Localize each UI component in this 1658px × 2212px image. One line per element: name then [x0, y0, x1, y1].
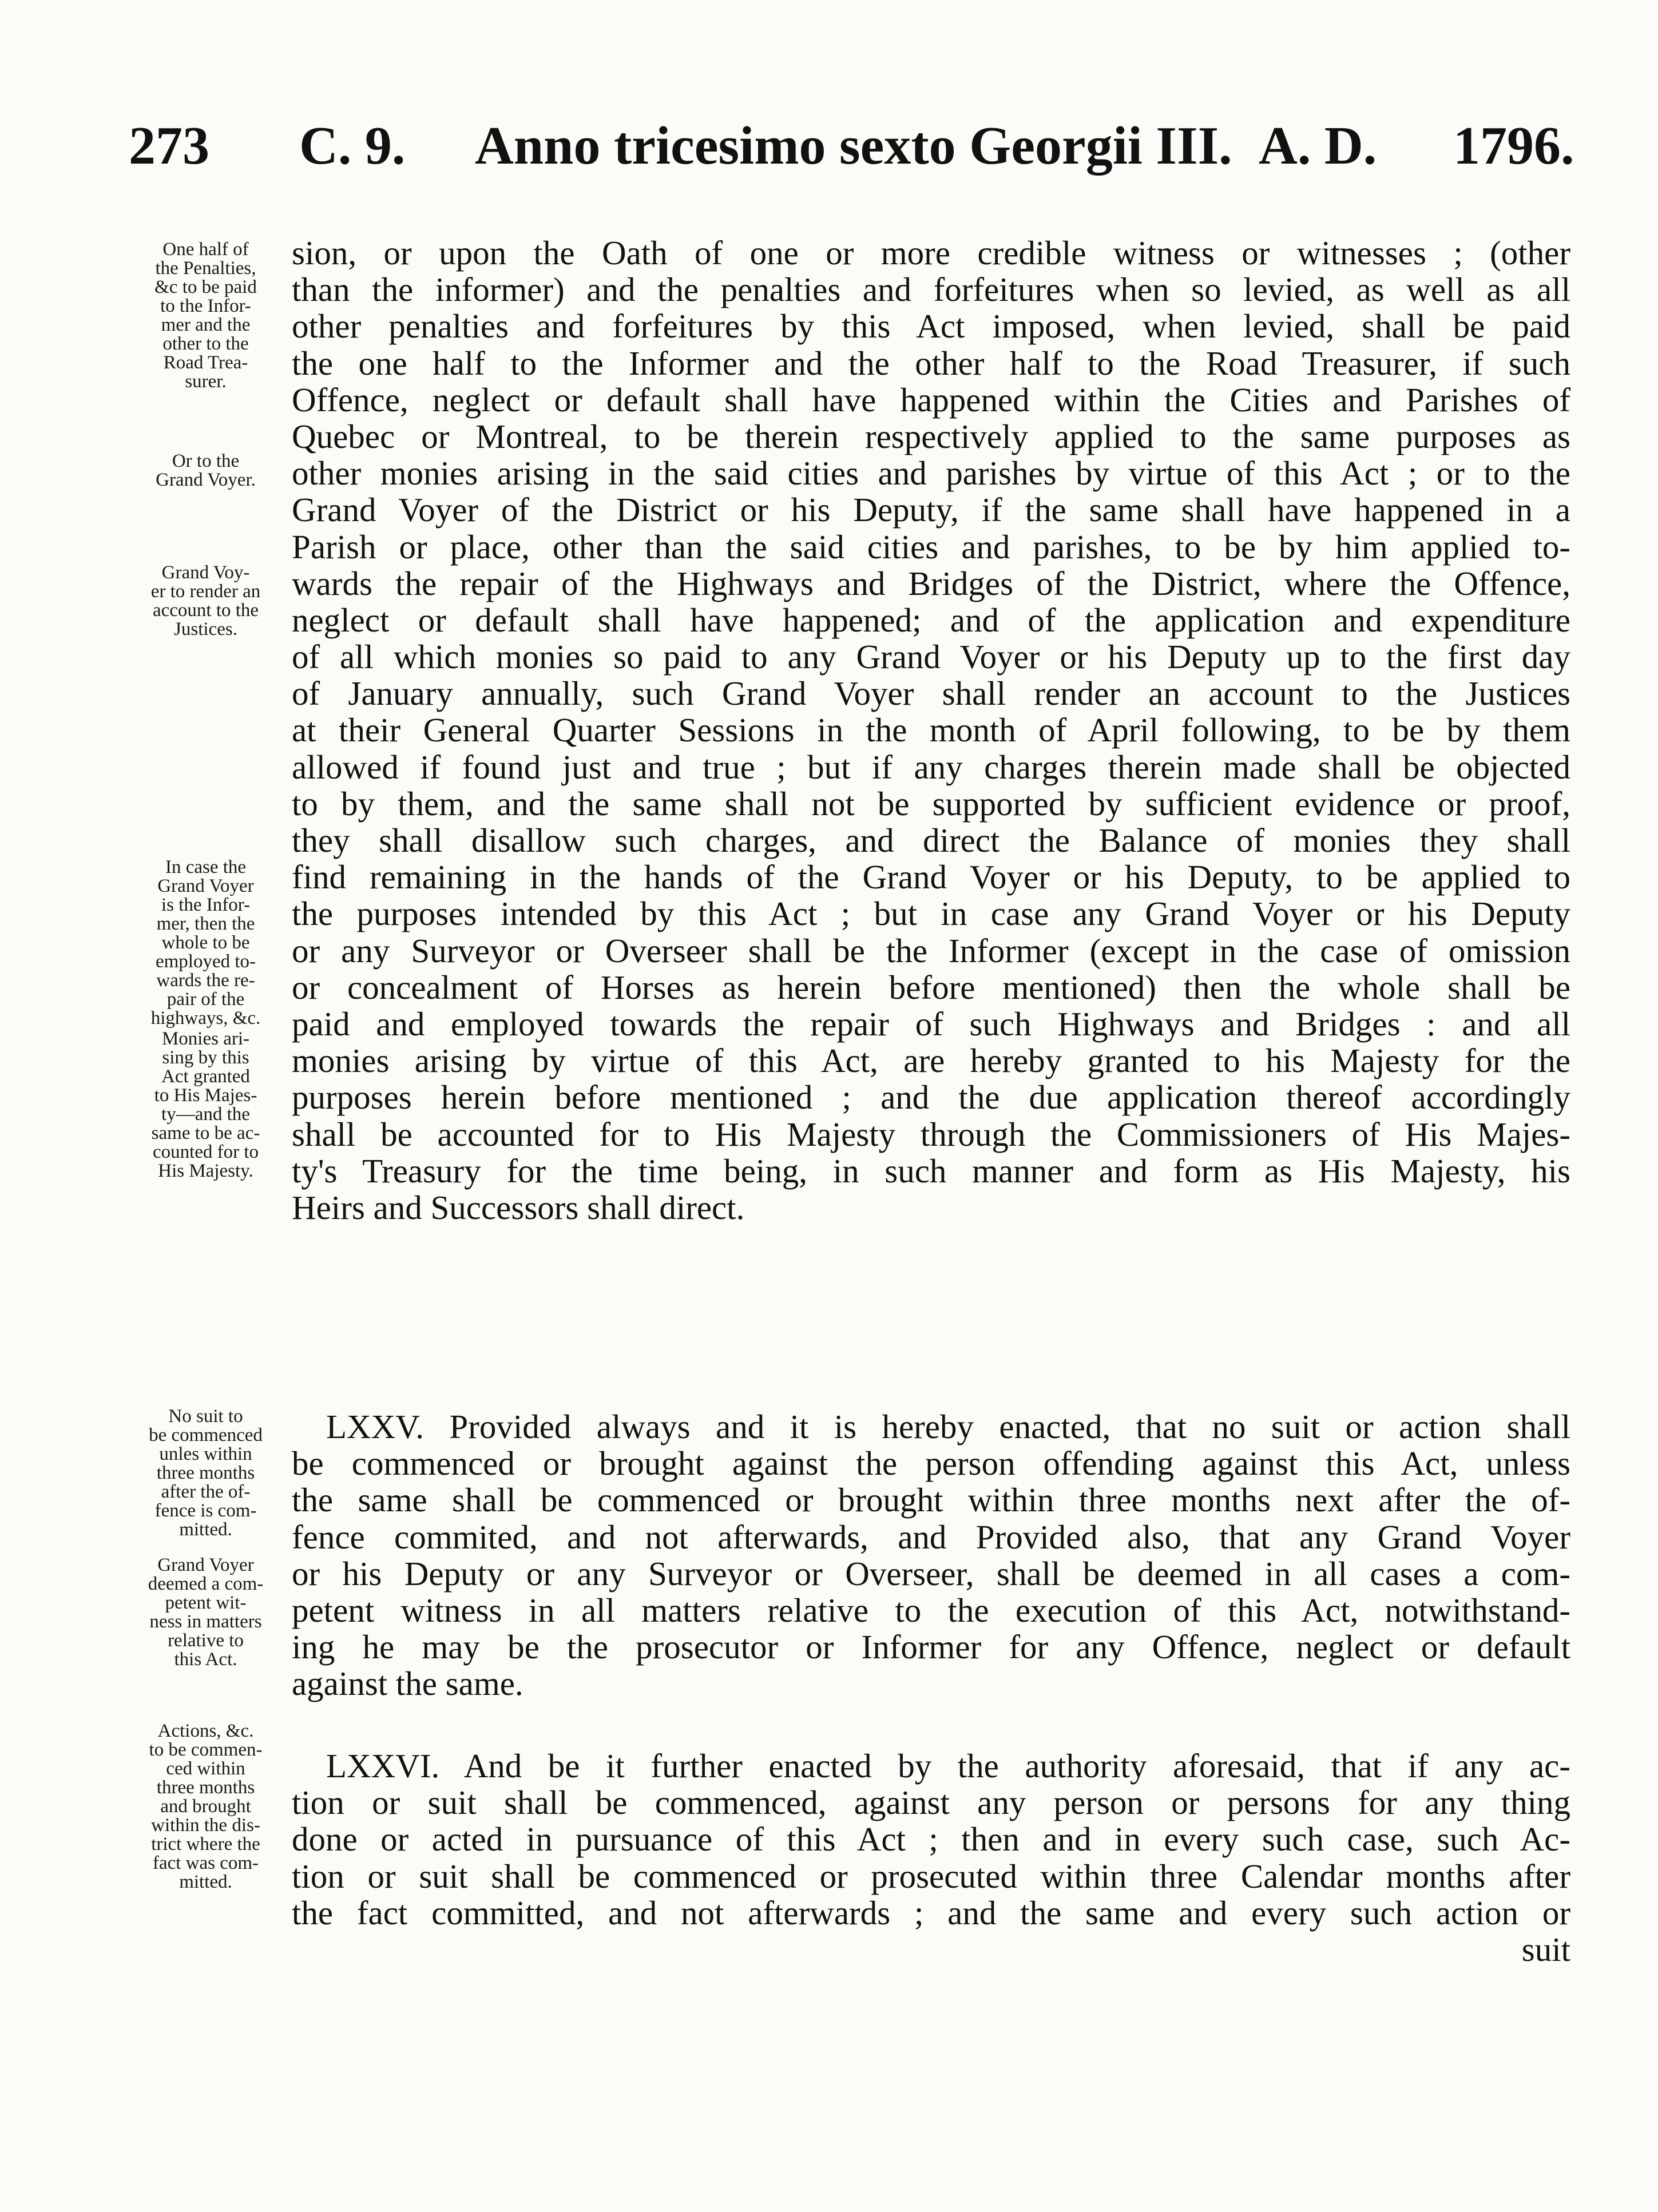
section-lxxv	[292, 1408, 1570, 1702]
text-line: monies arising by virtue of this Act, are hereby granted to his Majesty for the	[292, 1042, 1570, 1080]
text-line: fence commited, and not afterwards, and Provided also, that any Grand Voyer	[292, 1518, 1570, 1556]
text-line: purposes herein before mentioned ; and the due application thereof accordingly	[292, 1078, 1570, 1117]
text-line: sion, or upon the Oath of one or more credible witness or witnesses ; (other	[292, 234, 1570, 272]
section-heading-line: LXXVI. And be it further enacted by the authority aforesaid, that if any ac-	[326, 1747, 1570, 1785]
body-paragraph-continued	[292, 235, 1570, 1226]
text-line: find remaining in the hands of the Grand Voyer or his Deputy, to be applied to	[292, 858, 1570, 896]
text-line: the fact committed, and not afterwards ; and the same and every such action or	[292, 1893, 1570, 1932]
text-line: of all which monies so paid to any Grand Voyer or his Deputy up to the first day	[292, 638, 1570, 676]
text-line: at their General Quarter Sessions in the month of April following, to be by them	[292, 711, 1570, 749]
page-number: 273	[129, 116, 209, 176]
text-line: allowed if found just and true ; but if any charges therein made shall be objected	[292, 748, 1570, 786]
year: 1796.	[1453, 116, 1574, 176]
text-line: ing he may be the prosecutor or Informer for any Offence, neglect or default	[292, 1628, 1570, 1666]
text-line: tion or suit shall be commenced or prosecuted within three Calendar months after	[292, 1857, 1570, 1895]
margin-note-competent-witness: Grand Voyer deemed a com- petent wit- ness in matters relative to this Act.	[148, 1555, 264, 1670]
text-line: than the informer) and the penalties and forfeitures when so levied, as well as all	[292, 271, 1570, 309]
page-header	[129, 112, 1582, 180]
text-line: or concealment of Horses as herein before mentioned) then the whole shall be	[292, 968, 1570, 1006]
text-line: to by them, and the same shall not be supported by sufficient evidence or proof,	[292, 784, 1570, 823]
text-line: paid and employed towards the repair of such Highways and Bridges : and all	[292, 1004, 1570, 1043]
text-line: wards the repair of the Highways and Bridges of the District, where the Offence,	[292, 564, 1570, 602]
text-line: the same shall be commenced or brought within three months next after the of-	[292, 1481, 1570, 1519]
text-line: the purposes intended by this Act ; but in case any Grand Voyer or his Deputy	[292, 895, 1570, 933]
margin-note-actions: Actions, &c. to be commen- ced within three months and brought within the dis- trict where the fact was com- mitted.	[149, 1721, 263, 1892]
text-line: of January annually, such Grand Voyer shall render an account to the Justices	[292, 674, 1570, 713]
text-line: Grand Voyer of the District or his Deputy, if the same shall have happened in a	[292, 491, 1570, 529]
catchword: suit	[1521, 1930, 1570, 1968]
section-lxxvi	[292, 1748, 1570, 1968]
text-line: Quebec or Montreal, to be therein respectively applied to the same purposes as	[292, 417, 1570, 455]
text-line: or any Surveyor or Overseer shall be the Informer (except in the case of omission	[292, 931, 1570, 970]
text-line: Offence, neglect or default shall have happened within the Cities and Parishes of	[292, 380, 1570, 419]
anno-domini: A. D.	[1259, 116, 1377, 176]
margin-note-monies: Monies ari- sing by this Act granted to His Majes- ty—and the same to be ac- counted for to His Majesty.	[151, 1028, 260, 1181]
text-line: other monies arising in the said cities and parishes by virtue of this Act ; or to the	[292, 454, 1570, 493]
text-line: petent witness in all matters relative to the execution of this Act, notwithstand-	[292, 1591, 1570, 1629]
text-line: neglect or default shall have happened; and of the application and expenditure	[292, 601, 1570, 639]
margin-note-grand-voyer: Or to the Grand Voyer.	[156, 451, 256, 490]
section-heading-line: LXXV. Provided always and it is hereby enacted, that no suit or action shall	[326, 1408, 1570, 1445]
text-line: Parish or place, other than the said cities and parishes, to be by him applied to-	[292, 527, 1570, 566]
text-line: other penalties and forfeitures by this Act imposed, when levied, shall be paid	[292, 307, 1570, 345]
margin-note-informer: In case the Grand Voyer is the Infor- mer, then the whole to be employed to- wards the re- pair of the highways, &c.	[150, 857, 261, 1028]
chapter-number: C. 9.	[299, 116, 406, 176]
text-line: shall be accounted for to His Majesty through the Commissioners of His Majes-	[292, 1115, 1570, 1153]
margin-note-no-suit: No suit to be commenced unles within three months after the of- fence is com- mitted.	[149, 1406, 263, 1540]
text-line: or his Deputy or any Surveyor or Overseer, shall be deemed in all cases a com-	[292, 1554, 1570, 1593]
text-line: ty's Treasury for the time being, in such manner and form as His Majesty, his	[292, 1151, 1570, 1190]
text-line: done or acted in pursuance of this Act ; then and in every such case, such Ac-	[292, 1820, 1570, 1858]
text-line: be commenced or brought against the person offending against this Act, unless	[292, 1444, 1570, 1483]
running-title: Anno tricesimo sexto Georgii III.	[475, 116, 1232, 176]
text-line: the one half to the Informer and the other half to the Road Treasurer, if such	[292, 344, 1570, 382]
margin-note-penalties: One half of the Penalties, &c to be paid to the Infor- mer and the other to the Road Trea- surer.	[154, 239, 257, 392]
margin-note-account: Grand Voy- er to render an account to the Justices.	[150, 562, 261, 640]
text-line: they shall disallow such charges, and direct the Balance of monies they shall	[292, 821, 1570, 859]
text-line: against the same.	[292, 1665, 523, 1703]
text-line: tion or suit shall be commenced, against any person or persons for any thing	[292, 1784, 1570, 1822]
text-line: Heirs and Successors shall direct.	[292, 1188, 745, 1226]
